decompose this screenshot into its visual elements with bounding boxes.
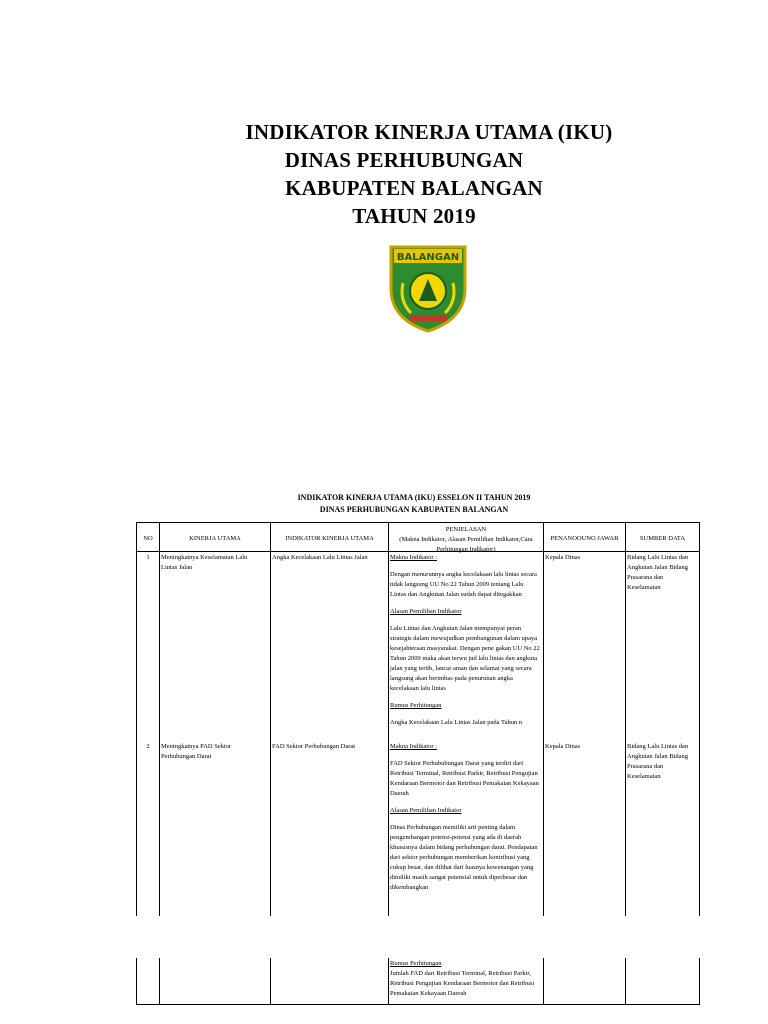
header-sumber-data: SUMBER DATA [639, 535, 686, 542]
row-1-makna-label: Makna Indikator : [390, 554, 437, 561]
table-subtitle [0, 492, 768, 516]
row-2-penanggung-jawab: Kepala Dinas [545, 743, 581, 750]
title-line-3: KABUPATEN BALANGAN [285, 176, 543, 200]
logo-label: BALANGAN [396, 252, 460, 263]
title-line-4: TAHUN 2019 [352, 204, 476, 228]
row-2-makna-label: Makna Indikator : [390, 743, 437, 750]
header-penjelasan [389, 525, 543, 555]
row-1-sumber-data: Bidang Lalu Lintas dan Angkutan Jalan Bidang Prasarana dan Keselamatan [627, 554, 689, 591]
iku-table-continuation [136, 958, 700, 1005]
header-kinerja-utama: KINERJA UTAMA [189, 535, 241, 542]
row-1-alasan-label: Alasan Pemilihan Indikator [390, 608, 462, 615]
row-2-rumus-label: Rumus Perhitungan [390, 960, 442, 967]
subtitle-line-1: INDIKATOR KINERJA UTAMA (IKU) ESSELON II TAHUN 2019 [297, 493, 531, 502]
row-1-penjelasan [390, 553, 540, 728]
row-2-rumus [390, 959, 540, 999]
row-1-rumus-label: Rumus Perhitungan [390, 702, 442, 709]
row-1-rumus-text: Angka Kecelakaan Lalu Lintas Jalan pada Tahun n [390, 719, 523, 726]
row-1-alasan-text: Lalu Lintas dan Angkutan Jalan mempunyai peran strategis dalam mewujudkan pembangunan dalam upaya kesejahteraan masyarakat. Dengan pene gakan UU No 22 Tahun 2009 maka akan terwu jud lalu lintas dan angkuta jalan yang tertib, lancar aman dan selamat yang secara langsung akan berimbas pada penurunan angka kecelakaan lalu lintas [390, 625, 540, 692]
document-title [0, 118, 768, 230]
row-2-sumber-data: Bidang Lalu Lintas dan Angkutan Jalan Bidang Prasarana dan Keselamatan [627, 743, 689, 780]
row-2-alasan-label: Alasan Pemilihan Indikator [390, 807, 462, 814]
row-2-penjelasan [390, 742, 540, 893]
header-penjelasan-title: PENJELASAN [445, 526, 487, 533]
header-penjelasan-desc: (Makna Indikator, Alasan Pemilihan Indikator,Cara Perhitungan Indikator) [399, 536, 533, 553]
row-1-indikator: Angka Kecelakaan Lalu Lintas Jalan [272, 554, 368, 561]
row-1-no: 1 [146, 554, 150, 561]
row-2-alasan-text: Dinas Perhubungan memiliki arti penting dalam pengembangan potensi-potensi yang ada di daerah khususnya dalam bidang perhubungan darat. Pendapatan dari sektor perhubungan memberikan kontribusi yang cukup besar, dan dilihat dari luasnya kewenangan yang dimiliki masih sangat potensial untuk diperbesar dan dikembangkan [390, 824, 538, 891]
row-2-kinerja: Meningkatnya PAD Sektor Perhubungan Darat [161, 743, 232, 760]
row-2-no: 2 [146, 743, 150, 750]
header-no: NO [143, 535, 153, 542]
row-1-kinerja: Meningkatnya Keselamatan Lalu Lintas Jalan [161, 554, 248, 571]
row-2-rumus-text: Jumlah FAD dari Retribusi Terminal, Retribusi Parkir, Retribusi Pengujian Kendaraan Bermotor dan Retribusi Pemakaian Kekayaan Daerah [390, 970, 535, 997]
row-2-indikator: FAD Sektor Perhubungan Darat [272, 743, 356, 750]
header-indikator: INDIKATOR KINERJA UTAMA [285, 535, 374, 542]
header-penanggung-jawab: PENANOOUNO JAWAB [550, 535, 619, 542]
subtitle-line-2: DINAS PERHUBUNGAN KABUPATEN BALANGAN [319, 505, 509, 514]
title-line-1: INDIKATOR KINERJA UTAMA (IKU) [245, 120, 613, 144]
title-line-2: DINAS PERHUBUNGAN [284, 148, 524, 172]
iku-table [136, 522, 700, 916]
row-2-makna-text: FAD Sektor Perhububungan Darat yang terdiri dari Retribusi Terminal, Retribusi Parkir, Retribusi Pengujian Kendaraan Bermotor dan Retribusi Pemakaian Kekayaan Daerah [390, 760, 539, 797]
row-1-penanggung-jawab: Kepala Dinas [545, 554, 581, 561]
balangan-emblem-logo [385, 243, 471, 333]
row-1-makna-text: Dengan menurunnya angka kecelakaan lalu lintas secara tidak langsung UU No 22 Tahun 2009 tentang Lalu Lintas dan Angkutan Jalan sudah dapat ditegakkan [390, 571, 537, 598]
